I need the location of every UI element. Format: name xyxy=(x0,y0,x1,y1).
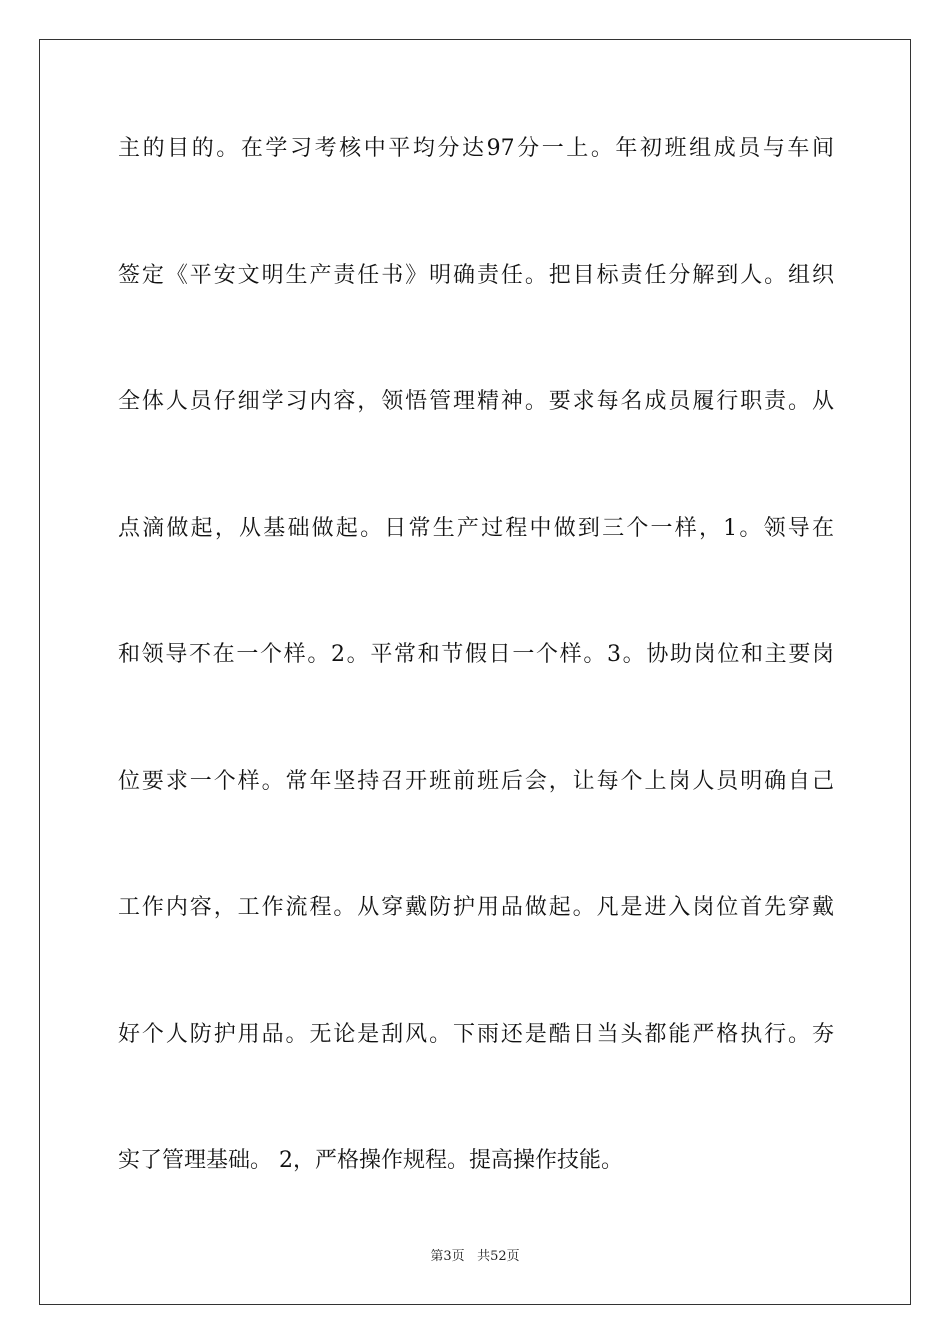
text-line-5: 和领导不在一个样。2。平常和节假日一个样。3。协助岗位和主要岗 xyxy=(118,642,834,667)
text-line-2: 签定《平安文明生产责任书》明确责任。把目标责任分解到人。组织 xyxy=(118,262,834,288)
page-number: 第3页 xyxy=(430,1249,465,1264)
text-line-6: 位要求一个样。常年坚持召开班前班后会，让每个上岗人员明确自己 xyxy=(118,768,834,794)
text-line-8: 好个人防护用品。无论是刮风。下雨还是酷日当头都能严格执行。夯 xyxy=(118,1021,834,1047)
page-footer xyxy=(0,1247,950,1267)
text-line-4: 点滴做起，从基础做起。日常生产过程中做到三个一样，1。领导在 xyxy=(118,515,834,541)
text-line-3: 全体人员仔细学习内容，领悟管理精神。要求每名成员履行职责。从 xyxy=(118,389,834,414)
text-line-1: 主的目的。在学习考核中平均分达97分一上。年初班组成员与车间 xyxy=(118,136,834,161)
page-total: 共52页 xyxy=(477,1249,520,1264)
text-line-7: 工作内容，工作流程。从穿戴防护用品做起。凡是进入岗位首先穿戴 xyxy=(118,895,834,920)
text-line-9: 实了管理基础。 2，严格操作规程。提高操作技能。 xyxy=(118,1148,623,1173)
document-body xyxy=(118,128,834,1267)
